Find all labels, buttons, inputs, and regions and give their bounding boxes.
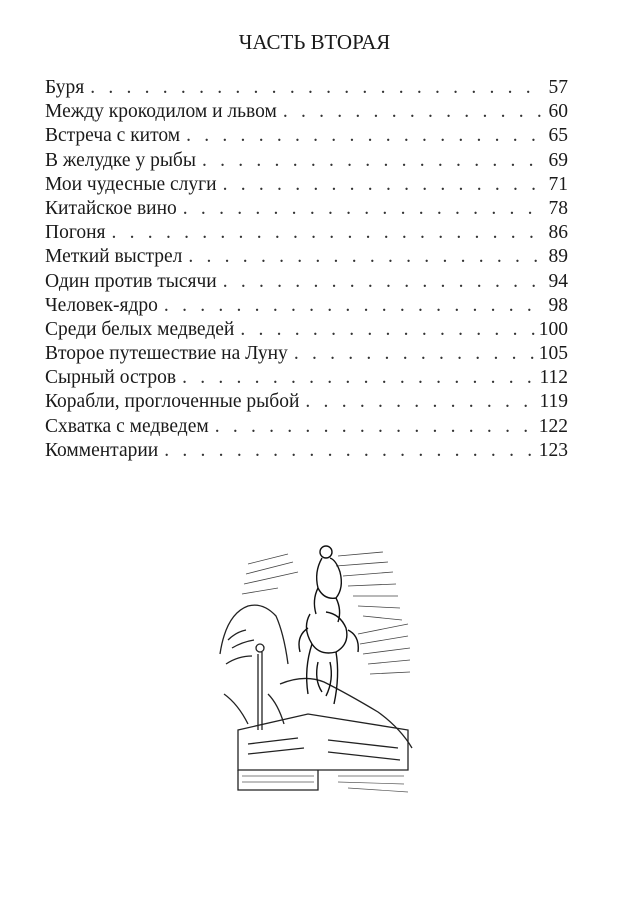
toc-entry-title: Среди белых медведей (45, 318, 235, 340)
toc-leader-dots (215, 415, 535, 439)
toc-entry-title: Буря (45, 77, 85, 98)
toc-leader-dots (186, 124, 544, 148)
sky-hatching (242, 552, 410, 674)
ground-and-wall (224, 644, 408, 790)
toc-entry-title: Комментарии (45, 439, 159, 461)
toc-entry[interactable] (45, 197, 568, 221)
toc-entry[interactable] (45, 245, 568, 269)
toc-entry-title: Второе путешествие на Луну (45, 343, 288, 365)
toc-entry[interactable] (45, 318, 568, 342)
toc-leader-dots (223, 270, 545, 294)
toc-entry[interactable] (45, 415, 568, 439)
toc-leader-dots (305, 390, 535, 414)
toc-entry[interactable] (45, 221, 568, 245)
toc-leader-dots (182, 366, 535, 390)
toc-entry[interactable] (45, 294, 568, 318)
toc-entry-page: 100 (538, 318, 568, 340)
toc-entry[interactable] (45, 366, 568, 390)
toc-leader-dots (164, 294, 545, 318)
toc-entry-page: 69 (548, 149, 568, 171)
toc-entry[interactable] (45, 439, 568, 463)
toc-entry[interactable] (45, 270, 568, 294)
toc-leader-dots (188, 245, 544, 269)
page-title: ЧАСТЬ ВТОРАЯ (238, 30, 391, 54)
toc-entry-page: 60 (548, 101, 568, 123)
toc-entry-title: Китайское вино (45, 197, 177, 219)
toc-entry-page: 112 (539, 367, 568, 389)
toc-entry-title: Меткий выстрел (45, 246, 183, 268)
toc-entry-title: Схватка с медведем (45, 415, 209, 437)
toc-entry[interactable] (45, 173, 568, 197)
toc-entry-title: Корабли, проглоченные рыбой (45, 391, 300, 413)
toc-entry[interactable] (45, 342, 568, 366)
toc-entry[interactable] (45, 149, 568, 173)
toc-leader-dots (164, 439, 535, 463)
toc-entry-title: Человек-ядро (45, 294, 158, 316)
toc-entry-title: Один против тысячи (45, 270, 217, 292)
toc-entry-page: 86 (548, 222, 568, 244)
toc-leader-dots (283, 100, 545, 124)
table-of-contents (45, 76, 568, 463)
toc-entry-title: Между крокодилом и львом (45, 101, 277, 123)
toc-leader-dots (183, 197, 545, 221)
toc-leader-dots (240, 318, 534, 342)
toc-entry-title: Сырный остров (45, 367, 177, 389)
toc-entry-page: 57 (548, 77, 568, 98)
toc-entry-page: 71 (548, 173, 568, 195)
toc-entry-page: 105 (538, 343, 568, 365)
engraving-illustration (218, 544, 414, 808)
toc-entry-page: 98 (548, 294, 568, 316)
toc-leader-dots (223, 173, 545, 197)
toc-entry[interactable] (45, 100, 568, 124)
toc-entry-page: 123 (538, 439, 568, 461)
toc-entry-page: 119 (539, 391, 568, 413)
toc-entry-page: 122 (538, 415, 568, 437)
toc-entry-title: Мои чудесные слуги (45, 173, 217, 195)
toc-entry[interactable] (45, 124, 568, 148)
toc-entry-title: В желудке у рыбы (45, 149, 196, 171)
man-and-horse (299, 546, 358, 704)
toc-entry-title: Встреча с китом (45, 125, 181, 147)
toc-entry-page: 94 (548, 270, 568, 292)
toc-entry-page: 89 (548, 246, 568, 268)
toc-leader-dots (294, 342, 535, 366)
toc-entry-title: Погоня (45, 222, 106, 244)
toc-leader-dots (90, 76, 544, 100)
toc-entry[interactable] (45, 390, 568, 414)
toc-leader-dots (112, 221, 545, 245)
toc-entry-page: 65 (548, 125, 568, 147)
toc-entry-page: 78 (548, 197, 568, 219)
toc-entry[interactable] (45, 76, 568, 100)
toc-leader-dots (202, 149, 545, 173)
